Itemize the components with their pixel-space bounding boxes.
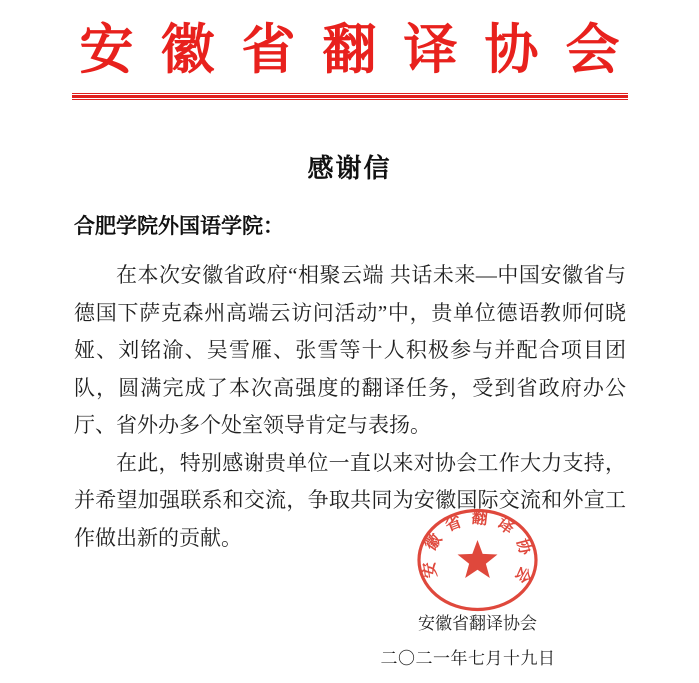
body-paragraph-1: 在本次安徽省政府“相聚云端 共话未来—中国安徽省与德国下萨克森州高端云访问活动”中，贵单位德语教师何晓娅、刘铭渝、吴雪雁、张雪等十人积极参与并配合项目团队，圆满完成了本次高强度的翻译任务，受到省政府办公厅、省外办多个处室领导肯定与表扬。: [74, 263, 626, 437]
letter-title: 感谢信: [307, 153, 392, 183]
salutation: 合肥学院外国语学院：: [74, 215, 284, 238]
letterhead-title: 安徽省翻译协会: [79, 20, 647, 80]
letter-date: 二〇二一年七月十九日: [380, 649, 556, 668]
letterhead-divider: [72, 93, 628, 100]
body-paragraph-2: 在此，特别感谢贵单位一直以来对协会工作大力支持，并希望加强联系和交流，争取共同为安徽国际交流和外宣工作做出新的贡献。: [74, 450, 626, 550]
official-seal-icon: [415, 508, 540, 614]
seal-arc-text: 安徽省翻译协会: [419, 509, 536, 593]
star-icon: [458, 540, 498, 578]
signature: 安徽省翻译协会: [418, 614, 537, 633]
letter-paragraphs: [74, 257, 626, 557]
letter-body: [74, 215, 626, 557]
